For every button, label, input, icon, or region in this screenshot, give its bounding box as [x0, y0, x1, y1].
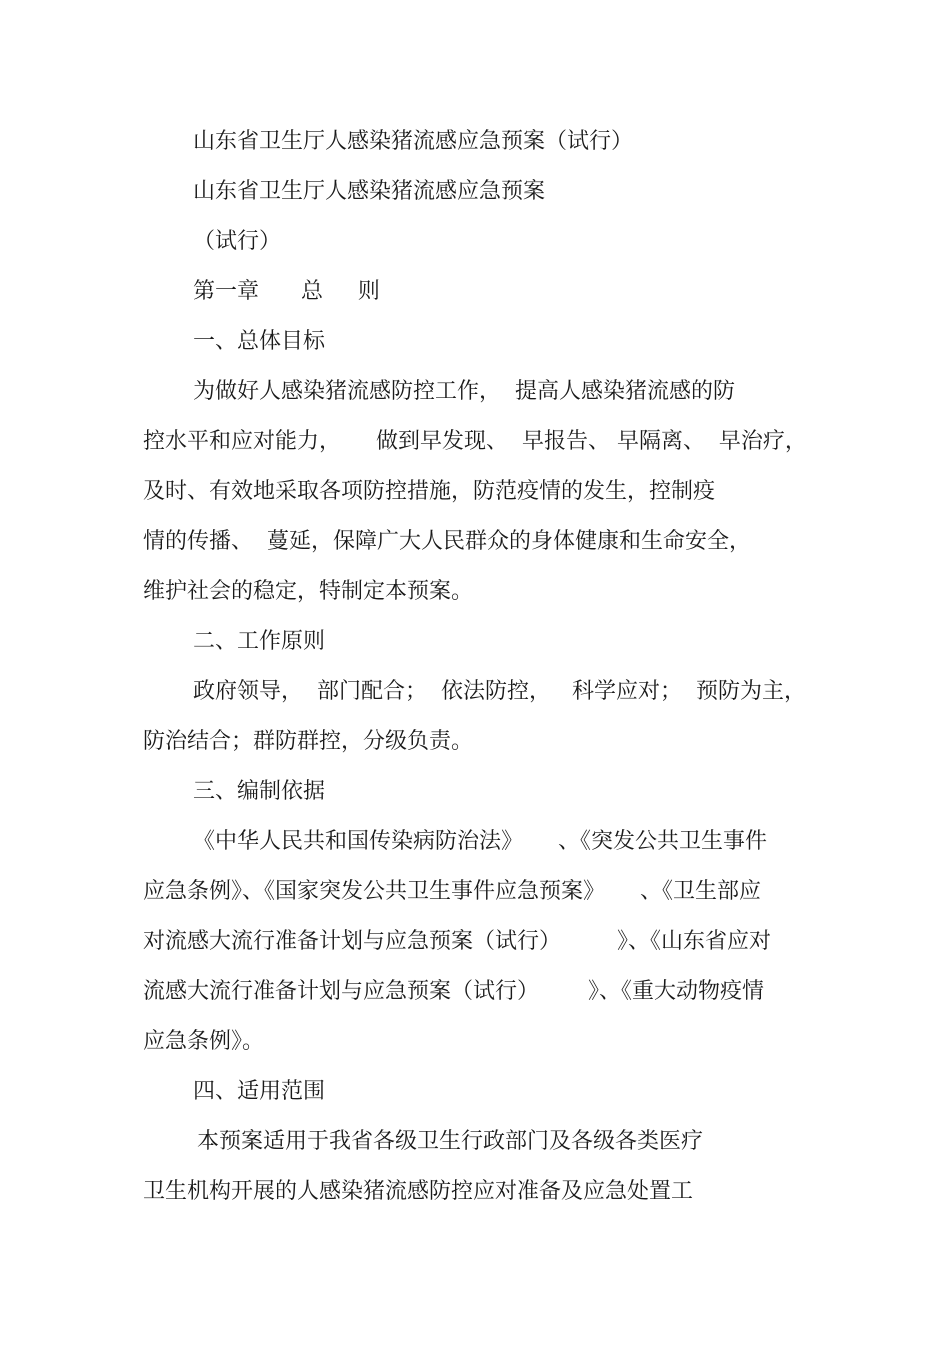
paragraph-line: 《中华人民共和国传染病防治法》 、《突发公共卫生事件 [193, 829, 767, 854]
document-title: 山东省卫生厅人感染猪流感应急预案（试行） [193, 129, 634, 154]
paragraph-line: 情的传播、 蔓延，保障广大人民群众的身体健康和生命安全， [143, 529, 751, 554]
paragraph-line: 卫生机构开展的人感染猪流感防控应对准备及应急处置工 [143, 1179, 694, 1204]
paragraph-line: 流感大流行准备计划与应急预案（试行） 》、《重大动物疫情 [143, 979, 764, 1004]
paragraph-line: 防治结合；群防群控，分级负责。 [143, 729, 474, 754]
paragraph-line: 政府领导， 部门配合； 依法防控， 科学应对； 预防为主， [193, 679, 806, 704]
document-subtitle: 山东省卫生厅人感染猪流感应急预案 [193, 179, 546, 204]
document-subtitle-trial: （试行） [193, 229, 282, 254]
paragraph-line: 本预案适用于我省各级卫生行政部门及各级各类医疗 [197, 1129, 704, 1154]
paragraph-line: 为做好人感染猪流感防控工作， 提高人感染猪流感的防 [193, 379, 735, 404]
paragraph-line: 对流感大流行准备计划与应急预案（试行） 》、《山东省应对 [143, 929, 771, 954]
paragraph-line: 应急条例》、《国家突发公共卫生事件应急预案》 、《卫生部应 [143, 879, 761, 904]
section-heading: 一、总体目标 [193, 329, 326, 354]
paragraph-line: 维护社会的稳定，特制定本预案。 [143, 579, 474, 604]
paragraph-line: 控水平和应对能力， 做到早发现、 早报告、 早隔离、 早治疗， [143, 429, 807, 454]
paragraph-line: 及时、有效地采取各项防控措施，防范疫情的发生，控制疫 [143, 479, 716, 504]
chapter-heading: 第一章 总 则 [193, 279, 380, 304]
paragraph-line: 应急条例》。 [143, 1029, 265, 1054]
section-heading: 四、适用范围 [193, 1079, 326, 1104]
section-heading: 三、编制依据 [193, 779, 326, 804]
section-heading: 二、工作原则 [193, 629, 326, 654]
